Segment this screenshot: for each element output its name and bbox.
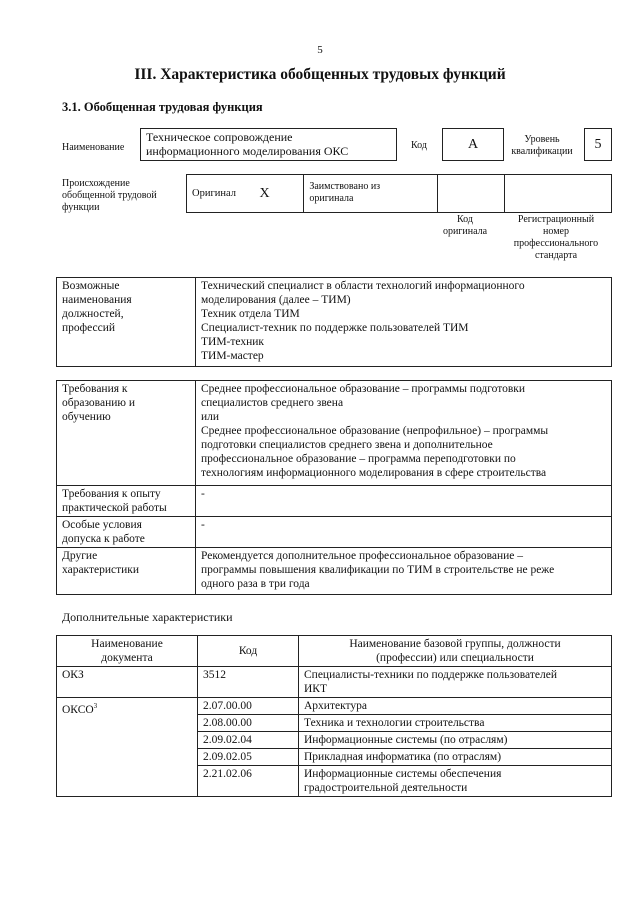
okso-name: Техника и технологии строительства bbox=[299, 715, 612, 732]
code-label: Код bbox=[411, 140, 427, 151]
name-value-line1: Техническое сопровождение bbox=[146, 130, 293, 144]
table-row bbox=[57, 667, 612, 698]
reg-line1: Регистрационный bbox=[517, 214, 595, 225]
origin-label bbox=[62, 178, 182, 214]
okso-name-line2: градостроительной деятельности bbox=[304, 782, 468, 794]
code-value-box bbox=[442, 128, 504, 161]
conditions-label bbox=[57, 517, 196, 548]
okz-code: 3512 bbox=[198, 667, 299, 698]
origin-table bbox=[186, 174, 612, 213]
code-value: A bbox=[467, 137, 479, 152]
other-label-line1: Другие bbox=[62, 550, 98, 562]
position-item: моделирования (далее – ТИМ) bbox=[201, 294, 351, 306]
positions-table bbox=[56, 277, 612, 367]
other-line: программы повышения квалификации по ТИМ в строительстве не реже bbox=[201, 564, 555, 576]
education-label-line1: Требования к bbox=[62, 383, 128, 395]
education-line: профессиональное образование – программа переподготовки по bbox=[201, 453, 516, 465]
position-item: Технический специалист в области технологий информационного bbox=[201, 280, 525, 292]
additional-title: Дополнительные характеристики bbox=[62, 610, 233, 624]
additional-table bbox=[56, 635, 612, 797]
col-name-header bbox=[299, 636, 612, 667]
conditions-value: - bbox=[196, 517, 612, 548]
experience-value: - bbox=[196, 486, 612, 517]
reg-line3: профессионального bbox=[513, 238, 599, 249]
level-value: 5 bbox=[594, 137, 602, 152]
col-doc-header-line2: документа bbox=[101, 652, 153, 664]
okz-name-line2: ИКТ bbox=[304, 683, 327, 695]
code-original-line1: Код bbox=[457, 214, 473, 225]
experience-label-line2: практической работы bbox=[62, 502, 167, 514]
origin-label-line1: Происхождение bbox=[62, 178, 130, 189]
okso-code: 2.07.00.00 bbox=[198, 698, 299, 715]
position-item: ТИМ-техник bbox=[201, 336, 265, 348]
level-label-line1: Уровень bbox=[524, 134, 560, 145]
position-item: Специалист-техник по поддержке пользователей ТИМ bbox=[201, 322, 469, 334]
borrowed-line2: оригинала bbox=[309, 193, 354, 204]
positions-label-line1: Возможные bbox=[62, 280, 120, 292]
page-number: 5 bbox=[317, 44, 323, 56]
col-doc-header-line1: Наименование bbox=[91, 638, 163, 650]
okso-code: 2.09.02.04 bbox=[198, 732, 299, 749]
level-label bbox=[506, 134, 578, 158]
col-doc-header bbox=[57, 636, 198, 667]
okso-code: 2.08.00.00 bbox=[198, 715, 299, 732]
education-line: Среднее профессиональное образование – программы подготовки bbox=[201, 383, 526, 395]
code-original-line2: оригинала bbox=[442, 226, 488, 237]
conditions-label-line1: Особые условия bbox=[62, 519, 142, 531]
education-line: или bbox=[201, 411, 220, 423]
education-line: Среднее профессиональное образование (непрофильное) – программы bbox=[201, 425, 549, 437]
okso-name: Информационные системы (по отраслям) bbox=[299, 732, 612, 749]
reg-line2: номер bbox=[543, 226, 569, 237]
name-value-line2: информационного моделирования ОКС bbox=[146, 144, 349, 158]
education-line: специалистов среднего звена bbox=[201, 397, 344, 409]
okz-doc: ОКЗ bbox=[57, 667, 198, 698]
education-line: технологиям информационного моделирования в сфере строительства bbox=[201, 467, 547, 479]
col-code-header: Код bbox=[198, 636, 299, 667]
okso-name: Прикладная информатика (по отраслям) bbox=[299, 749, 612, 766]
other-label bbox=[57, 548, 196, 595]
borrowed-line1: Заимствовано из bbox=[309, 181, 381, 192]
okso-name-line1: Информационные системы обеспечения bbox=[304, 768, 502, 780]
col-name-header-line2: (профессии) или специальности bbox=[376, 652, 534, 664]
other-line: одного раза в три года bbox=[201, 578, 310, 590]
position-item: ТИМ-мастер bbox=[201, 350, 264, 362]
original-mark: X bbox=[254, 175, 303, 213]
name-value-box bbox=[140, 128, 397, 161]
okso-footnote-mark: 3 bbox=[93, 702, 98, 710]
table-row bbox=[57, 698, 612, 715]
positions-label-line3: должностей, bbox=[62, 308, 124, 320]
level-label-line2: квалификации bbox=[511, 146, 573, 157]
okso-doc bbox=[57, 698, 198, 797]
experience-label bbox=[57, 486, 196, 517]
reg-line4: стандарта bbox=[534, 250, 578, 261]
section-title: III. Характеристика обобщенных трудовых функций bbox=[134, 66, 506, 83]
subsection-title: 3.1. Обобщенная трудовая функция bbox=[62, 100, 263, 114]
okz-name bbox=[299, 667, 612, 698]
okso-code: 2.09.02.05 bbox=[198, 749, 299, 766]
other-label-line2: характеристики bbox=[62, 564, 140, 576]
okso-name: Архитектура bbox=[299, 698, 612, 715]
education-value bbox=[196, 381, 612, 486]
borrowed-cell bbox=[304, 175, 438, 213]
col-name-header-line1: Наименование базовой группы, должности bbox=[349, 638, 561, 650]
reg-number-cell bbox=[504, 175, 611, 213]
original-label: Оригинал bbox=[187, 175, 255, 213]
requirements-table bbox=[56, 380, 612, 595]
conditions-label-line2: допуска к работе bbox=[62, 533, 145, 545]
okso-code: 2.21.02.06 bbox=[198, 766, 299, 797]
other-value bbox=[196, 548, 612, 595]
position-item: Техник отдела ТИМ bbox=[201, 308, 300, 320]
positions-label-line2: наименования bbox=[62, 294, 132, 306]
code-original-cell bbox=[437, 175, 504, 213]
okso-doc-text: ОКСО bbox=[62, 703, 94, 716]
education-line: подготовки специалистов среднего звена и дополнительное bbox=[201, 439, 493, 451]
experience-label-line1: Требования к опыту bbox=[62, 488, 161, 500]
other-line: Рекомендуется дополнительное профессиональное образование – bbox=[201, 550, 524, 562]
education-label-line2: образованию и bbox=[62, 397, 135, 409]
education-label-line3: обучению bbox=[62, 411, 111, 423]
positions-label-line4: профессий bbox=[62, 322, 116, 334]
origin-label-line3: функции bbox=[62, 202, 100, 213]
positions-label bbox=[57, 278, 196, 367]
reg-number-caption bbox=[500, 214, 612, 262]
name-label: Наименование bbox=[62, 142, 125, 153]
okz-name-line1: Специалисты-техники по поддержке пользователей bbox=[304, 669, 557, 681]
education-label bbox=[57, 381, 196, 486]
positions-value bbox=[196, 278, 612, 367]
okso-name bbox=[299, 766, 612, 797]
level-value-box bbox=[584, 128, 612, 161]
origin-label-line2: обобщенной трудовой bbox=[62, 190, 157, 201]
code-original-caption bbox=[432, 214, 498, 238]
